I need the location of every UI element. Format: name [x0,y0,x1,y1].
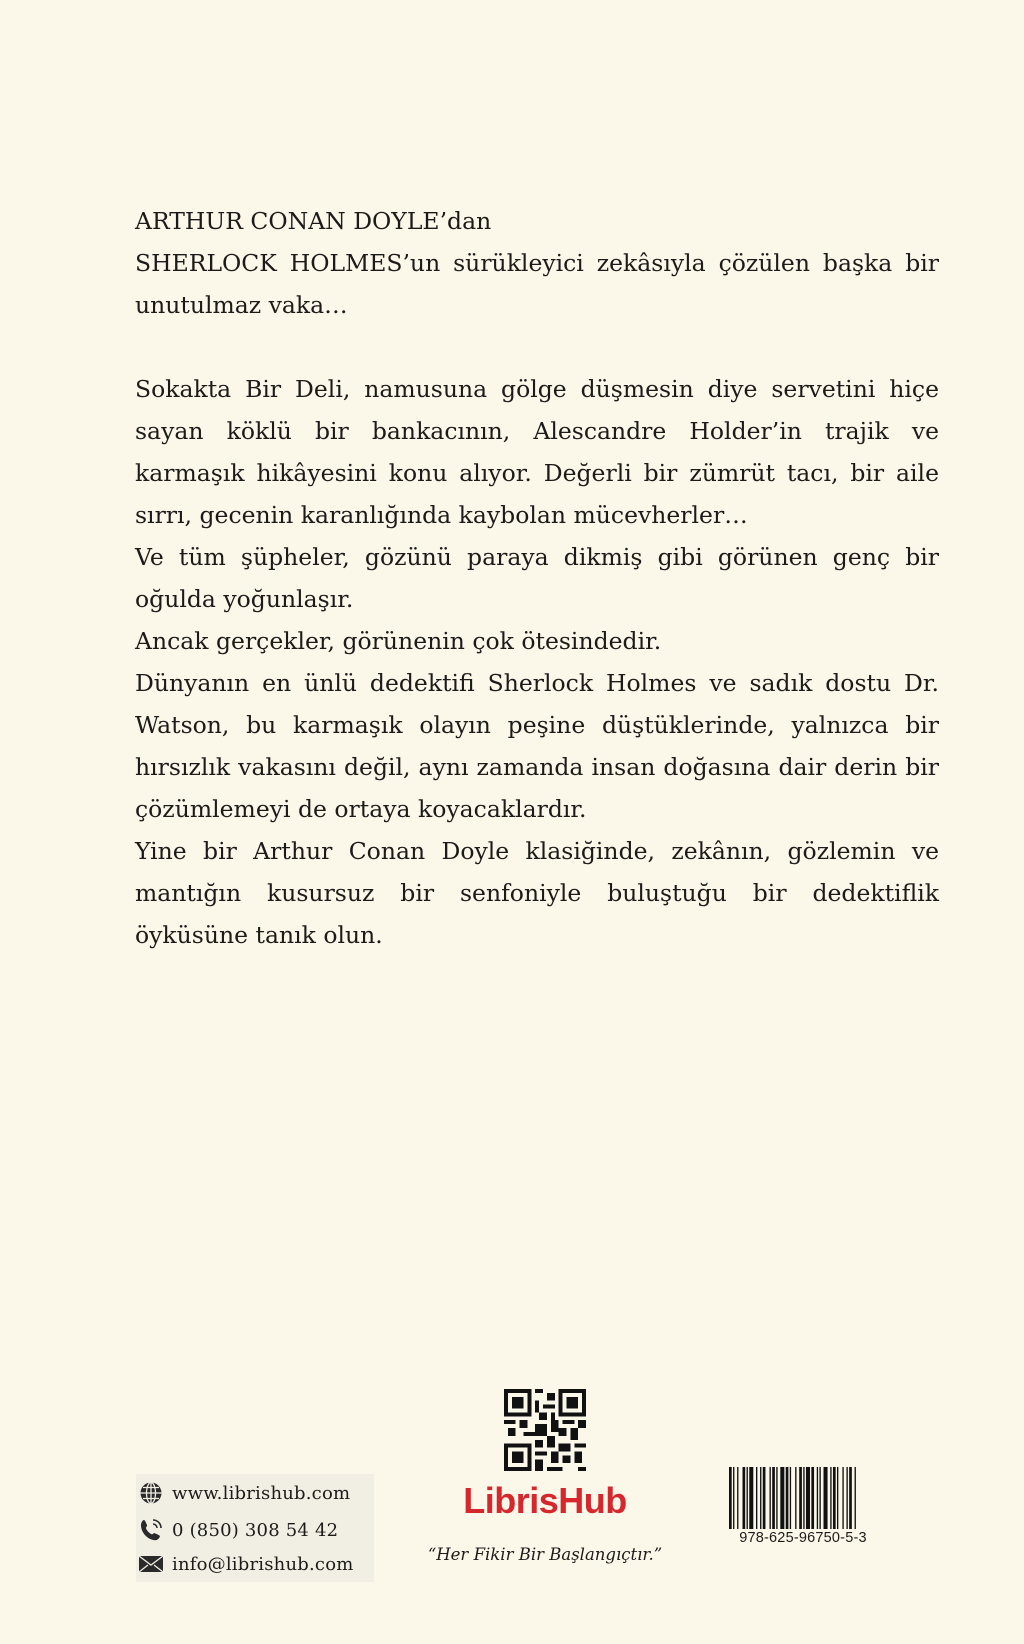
website-text: www.librishub.com [172,1482,351,1504]
phone-icon [136,1515,166,1545]
qr-code[interactable] [504,1389,586,1471]
phone-text: 0 (850) 308 54 42 [172,1519,339,1541]
contact-website[interactable] [136,1478,350,1508]
isbn-number: 978-625-96750-5-3 [739,1530,867,1546]
globe-icon [136,1478,166,1508]
barcode [728,1467,896,1529]
contact-phone[interactable] [136,1515,338,1545]
blurb-paragraph: Ve tüm şüpheler, gözünü paraya dikmiş gibi görünen genç bir oğulda yoğunlaşır. [135,543,939,613]
librishub-logo: LibrisHub [463,1480,627,1521]
blurb-paragraph: Yine bir Arthur Conan Doyle klasiğinde, zekânın, gözlemin ve mantığın kusursuz bir senfoniyle buluştuğu bir dedektiflik öyküsüne tanık olun. [135,837,939,949]
email-text: info@librishub.com [172,1553,354,1575]
back-cover-blurb [135,200,939,956]
isbn-barcode-block [728,1467,896,1546]
contact-box [136,1474,374,1582]
contact-email[interactable] [136,1549,354,1579]
mail-icon [136,1549,166,1579]
intro-tagline: SHERLOCK HOLMES’un sürükleyici zekâsıyla çözülen başka bir unutulmaz vaka… [135,249,939,319]
intro-author-line: ARTHUR CONAN DOYLE’dan [135,207,492,235]
publisher-slogan: “Her Fikir Bir Başlangıçtır.” [427,1545,663,1564]
blurb-paragraph: Dünyanın en ünlü dedektifi Sherlock Holmes ve sadık dostu Dr. Watson, bu karmaşık olayın peşine düştüklerinde, yalnızca bir hırsızlık vakasını değil, aynı zamanda insan doğasına dair derin bir çözümlemeyi de ortaya koyacaklardır. [135,669,939,823]
blurb-paragraph: Ancak gerçekler, görünenin çok ötesindedir. [135,627,662,655]
blurb-paragraph: Sokakta Bir Deli, namusuna gölge düşmesin diye servetini hiçe sayan köklü bir bankacının, Alescandre Holder’in trajik ve karmaşık hikâyesini konu alıyor. Değerli bir zümrüt tacı, bir aile sırrı, gecenin karanlığında kaybolan mücevherler… [135,375,939,529]
